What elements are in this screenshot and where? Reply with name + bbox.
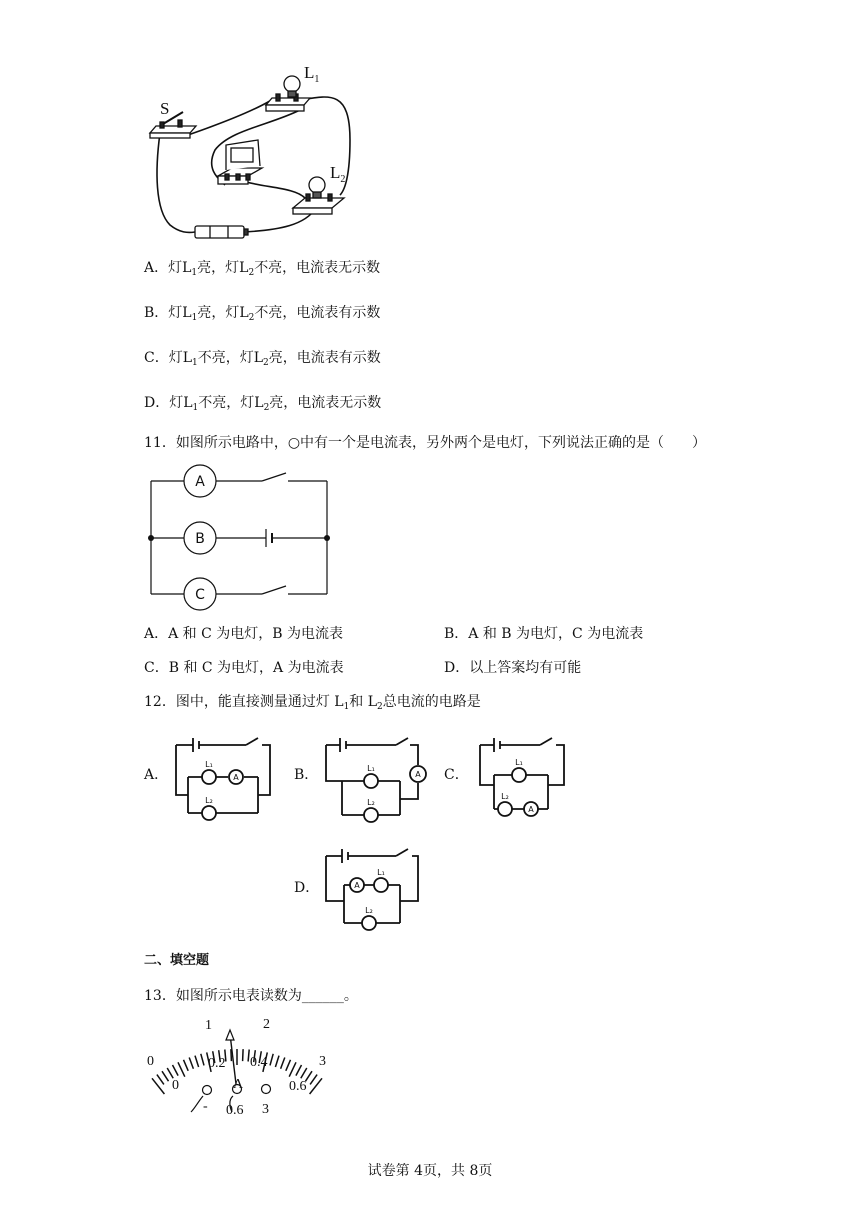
q10-circuit-figure	[0, 0, 860, 250]
dial-tick	[310, 1078, 322, 1094]
dial-tick	[275, 1056, 279, 1067]
dial-tick	[310, 1075, 317, 1085]
q12-circuit-c	[480, 738, 564, 816]
dial-tick	[270, 1054, 273, 1066]
dial-tick	[286, 1060, 291, 1071]
q12-a-ammeter: A	[233, 773, 239, 782]
dial-tick	[243, 1049, 244, 1061]
q11-option-c[interactable]: C．B 和 C 为电灯，A 为电流表	[144, 660, 344, 676]
q11-circuit-figure	[0, 460, 860, 620]
q10-option-c[interactable]: C．灯$L_1$不亮，灯$L_2$亮，电流表有示数	[144, 350, 381, 368]
q12-circuit-b	[326, 738, 426, 822]
q12-circuits-figure	[0, 725, 860, 965]
q12-option-a-letter[interactable]: A．	[144, 767, 169, 783]
q13-terminal-3: 3	[262, 1102, 269, 1117]
q11-option-b[interactable]: B．A 和 B 为电灯，C 为电流表	[444, 626, 644, 642]
q11-option-d[interactable]: D．以上答案均有可能	[444, 660, 582, 676]
dial-tick	[162, 1071, 169, 1081]
q12-b-ammeter: A	[415, 770, 421, 779]
dial-tick	[178, 1062, 185, 1076]
dial-tick	[296, 1065, 302, 1076]
q12-c-ammeter: A	[528, 805, 534, 814]
q12-circuit-a	[176, 738, 270, 820]
q12-b-lamp1: L₁	[367, 764, 375, 773]
dial-tick	[184, 1060, 189, 1071]
q13-unit: A	[233, 1077, 244, 1092]
q13-top-scale-1: 1	[205, 1018, 212, 1033]
q12-option-b-letter[interactable]: B．	[294, 767, 319, 783]
q10-option-d[interactable]: D．灯$L_1$不亮，灯$L_2$亮，电流表无示数	[144, 395, 382, 413]
dial-tick	[157, 1075, 164, 1085]
q12-option-d-letter[interactable]: D．	[294, 880, 320, 896]
dial-tick	[195, 1056, 199, 1067]
q13-bottom-scale-0: 0	[172, 1078, 179, 1093]
q12-b-lamp2: L₂	[367, 798, 375, 807]
q13-top-scale-2: 2	[263, 1017, 270, 1032]
q12-d-ammeter: A	[354, 881, 360, 890]
q12-a-lamp1: L₁	[205, 760, 213, 769]
dial-tick	[281, 1058, 285, 1069]
dial-tick	[152, 1078, 164, 1094]
q13-stem: 13．如图所示电表读数为______。	[144, 988, 358, 1004]
q12-d-lamp2: L₂	[365, 906, 373, 915]
q11-meter-c-label: C	[195, 587, 205, 603]
q12-d-lamp1: L₁	[377, 868, 385, 877]
q12-a-lamp2: L₂	[205, 796, 213, 805]
q12-stem: 12．图中，能直接测量通过灯 $L_1$和 $L_2$总电流的电路是	[144, 694, 481, 712]
q10-label-l1: $L_1$	[304, 63, 320, 85]
q13-bottom-scale-3: 0.6	[289, 1079, 307, 1094]
q11-meter-b-label: B	[195, 531, 205, 547]
q11-meter-a-label: A	[195, 474, 205, 490]
q13-top-scale-0: 0	[147, 1054, 154, 1069]
dial-tick	[301, 1068, 307, 1078]
q13-top-scale-3: 3	[319, 1054, 326, 1069]
q11-option-a[interactable]: A．A 和 C 为电灯，B 为电流表	[144, 626, 344, 642]
q13-bottom-scale-1: 0.2	[208, 1056, 226, 1071]
dial-tick	[201, 1054, 204, 1066]
q10-option-b[interactable]: B．灯$L_1$亮，灯$L_2$不亮，电流表有示数	[144, 305, 381, 323]
q13-terminal-06: 0.6	[226, 1103, 244, 1118]
q13-ammeter-dial	[0, 1012, 860, 1142]
q10-option-a[interactable]: A．灯$L_1$亮，灯$L_2$不亮，电流表无示数	[144, 260, 381, 278]
dial-tick	[167, 1068, 173, 1078]
q10-label-s: S	[160, 99, 170, 118]
section-heading: 二、填空题	[144, 953, 210, 968]
dial-tick	[289, 1062, 296, 1076]
q12-c-lamp1: L₁	[515, 758, 523, 767]
q11-stem: 11．如图所示电路中，○中有一个是电流表，另外两个是电灯，下列说法正确的是（ ）	[144, 435, 707, 451]
page-footer: 试卷第 4页，共 8页	[367, 1163, 493, 1179]
dial-tick	[173, 1065, 179, 1076]
q13-bottom-scale-2: 0.4	[250, 1055, 268, 1070]
q10-label-l2: $L_2$	[330, 163, 346, 185]
q12-circuit-d	[326, 849, 418, 930]
q12-option-c-letter[interactable]: C．	[444, 767, 469, 783]
dial-tick	[189, 1058, 193, 1069]
q12-c-lamp2: L₂	[501, 792, 509, 801]
q13-terminal-neg: -	[203, 1099, 208, 1114]
